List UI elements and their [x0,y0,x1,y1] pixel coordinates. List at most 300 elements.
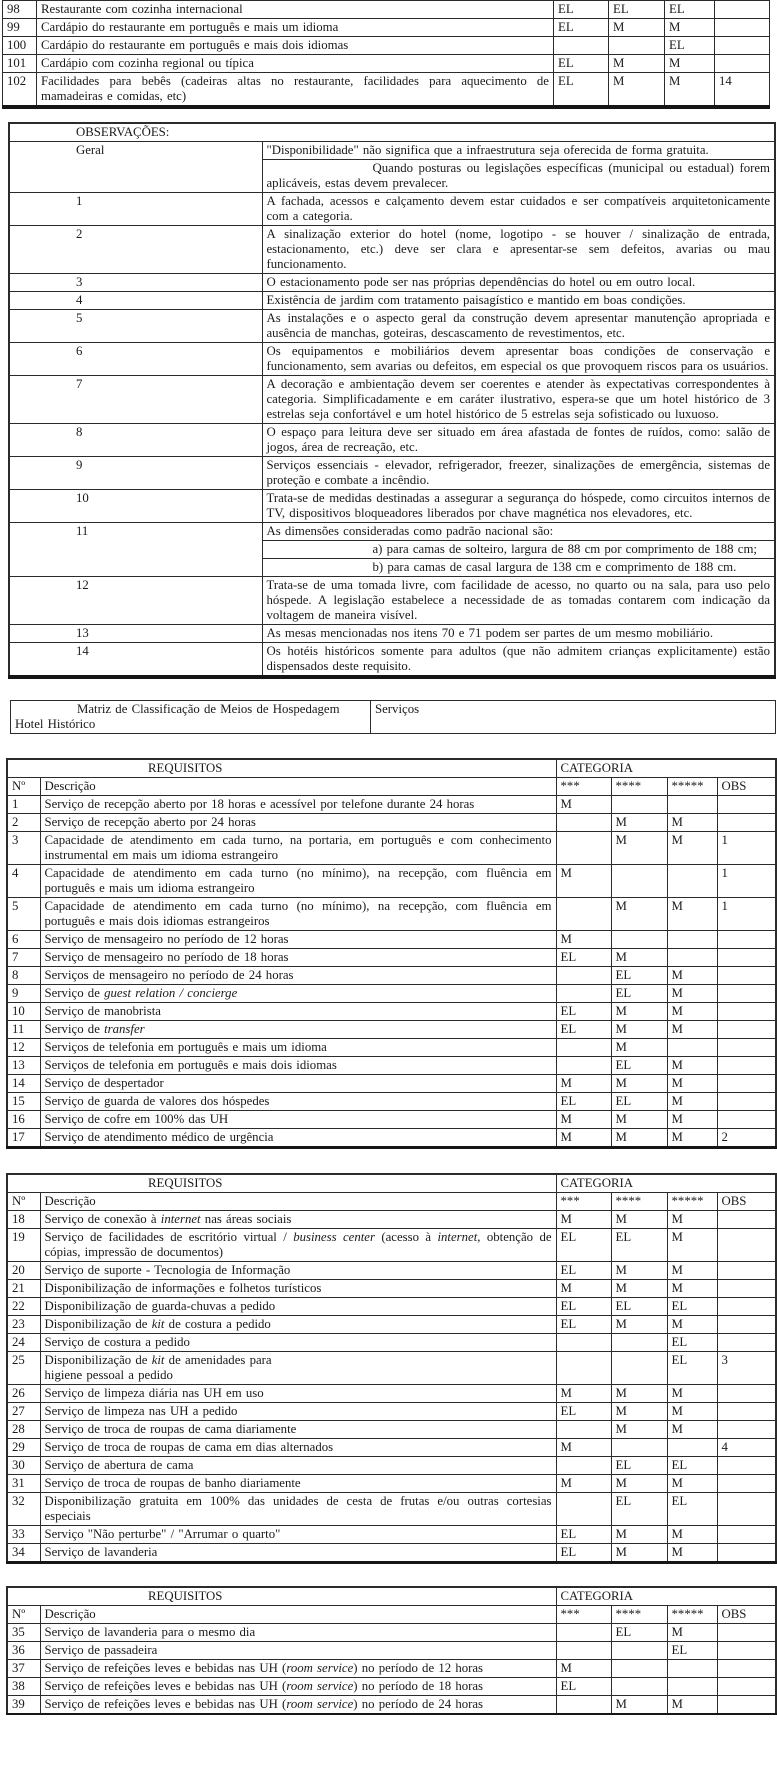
cell-num: 35 [7,1624,40,1642]
table-row [7,1385,776,1403]
table-row [7,1457,776,1475]
observation-label: 2 [9,226,262,274]
cell-obs [717,1316,776,1334]
cell-cat-3star: EL [556,1403,611,1421]
cell-cat-4star [611,1678,667,1696]
observation-paragraph: Os hotéis históricos somente para adultos (que não admitem crianças explicitamente) estão dispensados deste requisito. [266,644,771,673]
table-row [3,55,770,73]
table-row [7,1642,776,1660]
observation-text [262,577,775,625]
table-row [7,1316,776,1334]
requirements-table-header [7,759,776,796]
cell-obs [717,1111,776,1129]
cell-cat-4star: M [611,1280,667,1298]
table-row [7,949,776,967]
table-row [7,1475,776,1493]
observation-label: 8 [9,424,262,457]
cell-cat-5star: EL [665,37,715,55]
observation-label: 1 [9,193,262,226]
cell-obs: 1 [717,832,776,865]
table-row [7,1262,776,1280]
header-requisitos: REQUISITOS [7,1174,556,1193]
observation-row [9,577,775,625]
cell-descricao: Serviço de troca de roupas de cama em dias alternados [40,1439,556,1457]
cell-cat-4star: M [611,832,667,865]
observation-text [262,226,775,274]
cell-obs [717,1211,776,1229]
table-row [7,1544,776,1563]
cell-cat-5star: M [667,1316,717,1334]
requirements-table-header [7,1174,776,1211]
table-row [7,1421,776,1439]
cell-obs [717,1526,776,1544]
observation-paragraph: Serviços essenciais - elevador, refrigerador, freezer, sinalizações de emergência, sistemas de proteção e combate a incêndio. [266,458,771,487]
document-title-block [10,700,776,734]
cell-obs [715,19,770,37]
cell-cat-3star: M [556,796,611,814]
cell-cat-5star: EL [667,1457,717,1475]
observation-row [9,643,775,678]
cell-descricao: Serviço de refeições leves e bebidas nas UH (room service) no período de 12 horas [40,1660,556,1678]
cell-obs [717,1678,776,1696]
cell-cat-4star: M [611,1421,667,1439]
table-row [7,1439,776,1457]
observation-text [262,343,775,376]
cell-cat-3star: M [556,1211,611,1229]
cell-cat-3star: EL [556,1262,611,1280]
cell-num: 19 [7,1229,40,1262]
cell-cat-5star [667,865,717,898]
cell-cat-3star: EL [556,1678,611,1696]
cell-cat-5star: M [667,967,717,985]
cell-descricao: Serviço de conexão à internet nas áreas sociais [40,1211,556,1229]
cell-cat-3star [556,832,611,865]
cell-num: 26 [7,1385,40,1403]
cell-cat-5star: M [667,1624,717,1642]
table-row [7,1352,776,1385]
observation-text [262,142,775,193]
cell-cat-3star: EL [556,1003,611,1021]
cell-descricao: Disponibilização de kit de costura a pedido [40,1316,556,1334]
requirements-table-services-2 [6,1173,777,1564]
header-obs: OBS [717,1193,776,1211]
cell-num: 99 [3,19,37,37]
header-num: Nº [7,1606,40,1624]
cell-cat-3star: EL [556,1526,611,1544]
cell-num: 20 [7,1262,40,1280]
cell-descricao: Serviço "Não perturbe" / "Arrumar o quarto" [40,1526,556,1544]
cell-obs: 4 [717,1439,776,1457]
observation-text [262,193,775,226]
cell-cat-3star: EL [554,19,609,37]
cell-descricao: Serviço de cofre em 100% das UH [40,1111,556,1129]
cell-cat-5star: M [667,1075,717,1093]
cell-descricao: Serviço de suporte - Tecnologia de Informação [40,1262,556,1280]
observation-paragraph: Existência de jardim com tratamento paisagístico e mantido em boas condições. [266,293,686,307]
cell-cat-4star: M [611,1526,667,1544]
cell-num: 15 [7,1093,40,1111]
cell-descricao: Serviço de guest relation / concierge [40,985,556,1003]
cell-num: 36 [7,1642,40,1660]
cell-cat-5star [667,1439,717,1457]
observation-row [9,193,775,226]
table-row [7,985,776,1003]
cell-num: 2 [7,814,40,832]
header-4-star: **** [611,1606,667,1624]
cell-obs [717,1075,776,1093]
cell-num: 13 [7,1057,40,1075]
cell-cat-3star [556,1696,611,1715]
cell-cat-4star: M [611,1075,667,1093]
cell-cat-3star [556,814,611,832]
table-row [7,1403,776,1421]
observation-row [9,274,775,292]
header-categoria: CATEGORIA [556,759,776,778]
cell-cat-4star [611,1334,667,1352]
observation-text [262,457,775,490]
cell-cat-4star: M [611,1211,667,1229]
cell-obs [717,1642,776,1660]
cell-descricao: Restaurante com cozinha internacional [37,1,554,19]
cell-descricao: Serviço de recepção aberto por 24 horas [40,814,556,832]
observation-label: 12 [9,577,262,625]
cell-obs [715,1,770,19]
cell-descricao: Cardápio do restaurante em português e mais um idioma [37,19,554,37]
header-requisitos: REQUISITOS [7,1587,556,1606]
cell-cat-3star: EL [556,1316,611,1334]
cell-cat-5star: M [665,55,715,73]
cell-cat-5star: M [667,1544,717,1563]
cell-num: 21 [7,1280,40,1298]
cell-obs [717,1298,776,1316]
table-row [7,1493,776,1526]
cell-obs [717,1403,776,1421]
header-5-star: ***** [667,1193,717,1211]
observation-label: 3 [9,274,262,292]
header-descricao: Descrição [40,778,556,796]
cell-cat-4star: EL [611,967,667,985]
cell-num: 4 [7,865,40,898]
observation-row [9,457,775,490]
document-subtitle: Hotel Histórico [15,717,96,731]
cell-cat-3star [556,1457,611,1475]
header-5-star: ***** [667,778,717,796]
cell-num: 33 [7,1526,40,1544]
cell-obs [717,1334,776,1352]
observation-text [262,292,775,310]
cell-cat-4star: EL [611,1624,667,1642]
cell-num: 29 [7,1439,40,1457]
cell-cat-4star: M [611,898,667,931]
header-num: Nº [7,778,40,796]
cell-cat-5star: EL [665,1,715,19]
cell-descricao: Serviço de troca de roupas de banho diariamente [40,1475,556,1493]
cell-cat-3star: M [556,1129,611,1148]
cell-descricao: Serviço de manobrista [40,1003,556,1021]
observation-row [9,376,775,424]
header-descricao: Descrição [40,1193,556,1211]
observation-text [262,625,775,643]
document-title: Matriz de Classificação de Meios de Hospedagem [77,702,340,716]
cell-obs [717,796,776,814]
table-row [7,796,776,814]
observation-text [262,274,775,292]
cell-descricao: Serviço de lavanderia [40,1544,556,1563]
cell-descricao: Serviço de passadeira [40,1642,556,1660]
cell-cat-5star: EL [667,1493,717,1526]
cell-obs [717,1696,776,1715]
header-num: Nº [7,1193,40,1211]
cell-obs [717,1385,776,1403]
cell-descricao: Serviço de lavanderia para o mesmo dia [40,1624,556,1642]
cell-cat-4star: M [611,949,667,967]
cell-cat-5star: M [667,1385,717,1403]
cell-descricao: Disponibilização gratuita em 100% das unidades de cesta de frutas e/ou outras cortesias especiais [40,1493,556,1526]
header-categoria: CATEGORIA [556,1174,776,1193]
cell-num: 17 [7,1129,40,1148]
cell-cat-3star: EL [554,1,609,19]
cell-cat-4star: M [611,1403,667,1421]
cell-descricao: Disponibilização de guarda-chuvas a pedido [40,1298,556,1316]
cell-cat-3star: EL [556,1093,611,1111]
table-row [7,1211,776,1229]
cell-cat-4star: M [611,1316,667,1334]
cell-descricao: Serviço de abertura de cama [40,1457,556,1475]
observation-label: 13 [9,625,262,643]
cell-obs: 14 [715,73,770,108]
observation-text [262,490,775,523]
cell-cat-3star: EL [554,55,609,73]
cell-cat-4star: EL [611,1298,667,1316]
cell-cat-5star: EL [667,1334,717,1352]
cell-num: 101 [3,55,37,73]
observation-label: Geral [9,142,262,193]
table-row [7,865,776,898]
cell-descricao: Serviço de mensageiro no período de 12 horas [40,931,556,949]
observation-label: 4 [9,292,262,310]
cell-cat-3star: EL [556,1021,611,1039]
cell-cat-4star: EL [611,1457,667,1475]
cell-descricao: Serviço de limpeza diária nas UH em uso [40,1385,556,1403]
cell-descricao: Facilidades para bebês (cadeiras altas no restaurante, facilidades para aquecimento de mamadeiras e comidas, etc) [37,73,554,108]
cell-cat-3star: M [556,1439,611,1457]
cell-descricao: Serviços de telefonia em português e mais um idioma [40,1039,556,1057]
cell-cat-5star: M [667,1229,717,1262]
table-row [7,1280,776,1298]
table-row [7,931,776,949]
cell-num: 30 [7,1457,40,1475]
cell-cat-3star: M [556,1111,611,1129]
cell-cat-3star [556,1039,611,1057]
header-requisitos: REQUISITOS [7,759,556,778]
requirements-rows [7,1211,776,1563]
cell-num: 10 [7,1003,40,1021]
cell-num: 98 [3,1,37,19]
header-5-star: ***** [667,1606,717,1624]
cell-cat-4star: M [611,814,667,832]
table-row [7,1003,776,1021]
table-row [7,1526,776,1544]
cell-cat-5star: M [667,1111,717,1129]
cell-num: 7 [7,949,40,967]
cell-descricao: Serviço de despertador [40,1075,556,1093]
cell-num: 11 [7,1021,40,1039]
cell-cat-4star [611,865,667,898]
cell-cat-3star: M [556,1660,611,1678]
cell-cat-5star: M [667,1057,717,1075]
cell-num: 25 [7,1352,40,1385]
cell-obs [717,1475,776,1493]
observation-paragraph: Quando posturas ou legislações específicas (municipal ou estadual) forem aplicáveis, estas devem prevalecer. [263,159,775,192]
header-descricao: Descrição [40,1606,556,1624]
observation-paragraph: As mesas mencionadas nos itens 70 e 71 podem ser partes de um mesmo mobiliário. [266,626,714,640]
cell-cat-5star: M [667,1475,717,1493]
cell-descricao: Serviço de refeições leves e bebidas nas UH (room service) no período de 18 horas [40,1678,556,1696]
observation-paragraph: "Disponibilidade" não significa que a infraestrutura seja oferecida de forma gratuita. [266,143,709,157]
table-row [7,1298,776,1316]
cell-num: 100 [3,37,37,55]
cell-num: 1 [7,796,40,814]
observations-items [9,142,775,678]
cell-obs [717,931,776,949]
table-row [7,1129,776,1148]
cell-obs [717,1280,776,1298]
cell-cat-3star: EL [556,1298,611,1316]
cell-cat-4star: M [611,1003,667,1021]
cell-cat-5star: M [667,1696,717,1715]
cell-obs [717,1421,776,1439]
cell-num: 34 [7,1544,40,1563]
cell-cat-4star: M [611,1385,667,1403]
cell-num: 9 [7,985,40,1003]
cell-cat-3star: EL [554,73,609,108]
cell-descricao: Serviço de troca de roupas de cama diariamente [40,1421,556,1439]
cell-num: 102 [3,73,37,108]
observation-paragraph: b) para camas de casal largura de 138 cm e comprimento de 188 cm. [263,558,775,576]
cell-num: 38 [7,1678,40,1696]
cell-cat-3star [556,1493,611,1526]
cell-descricao: Serviço de recepção aberto por 18 horas e acessível por telefone durante 24 horas [40,796,556,814]
cell-num: 28 [7,1421,40,1439]
requirements-rows [7,1624,776,1715]
cell-num: 32 [7,1493,40,1526]
cell-descricao: Capacidade de atendimento em cada turno (no mínimo), na recepção, com fluência em português e mais um idioma estrangeiro [40,865,556,898]
cell-cat-4star: M [609,19,665,37]
observation-row [9,310,775,343]
cell-cat-5star: EL [667,1642,717,1660]
cell-num: 23 [7,1316,40,1334]
cell-obs [717,1057,776,1075]
cell-cat-4star: EL [611,1093,667,1111]
cell-cat-5star: M [665,19,715,37]
cell-cat-5star [667,931,717,949]
cell-cat-5star [667,949,717,967]
cell-cat-5star: EL [667,1352,717,1385]
cell-cat-4star: M [611,1544,667,1563]
observation-paragraph: As instalações e o aspecto geral da construção devem apresentar manutenção apropriada e ausência de manchas, goteiras, descascamento de revestimentos, etc. [266,311,771,340]
cell-descricao: Serviço de mensageiro no período de 18 horas [40,949,556,967]
cell-obs [717,967,776,985]
cell-cat-3star [556,1421,611,1439]
observation-text [262,424,775,457]
observation-label: 9 [9,457,262,490]
cell-cat-3star [556,1352,611,1385]
cell-cat-5star: M [667,1421,717,1439]
cell-obs [715,37,770,55]
cell-cat-3star [556,898,611,931]
table-row [7,1660,776,1678]
cell-obs [717,1660,776,1678]
observation-paragraph: a) para camas de solteiro, largura de 88 cm por comprimento de 188 cm; [263,540,775,558]
observation-row [9,523,775,577]
table-row [7,814,776,832]
cell-descricao: Serviços de mensageiro no período de 24 horas [40,967,556,985]
cell-cat-4star: EL [611,1057,667,1075]
table-row [7,1093,776,1111]
header-obs: OBS [717,1606,776,1624]
observation-label: 14 [9,643,262,678]
cell-cat-4star: EL [609,1,665,19]
cell-obs [717,1003,776,1021]
cell-cat-5star [667,1039,717,1057]
cell-cat-4star: EL [611,1229,667,1262]
cell-cat-3star [556,1642,611,1660]
cell-cat-4star: M [611,1021,667,1039]
table-row [7,1229,776,1262]
cell-descricao: Disponibilização de informações e folhetos turísticos [40,1280,556,1298]
cell-num: 37 [7,1660,40,1678]
cell-num: 12 [7,1039,40,1057]
cell-cat-4star [611,1439,667,1457]
cell-cat-4star [611,796,667,814]
cell-obs [717,1624,776,1642]
table-row [7,1039,776,1057]
table-row [3,19,770,37]
requirements-table-services-1 [6,758,777,1149]
table-row [7,1075,776,1093]
cell-descricao: Serviço de facilidades de escritório virtual / business center (acesso à internet, obtenção de cópias, impressão de documentos) [40,1229,556,1262]
cell-cat-3star: EL [556,1229,611,1262]
cell-descricao: Serviços de telefonia em português e mais dois idiomas [40,1057,556,1075]
cell-cat-4star: M [611,1129,667,1148]
observation-row [9,490,775,523]
table-row [3,1,770,19]
observation-row [9,424,775,457]
cell-cat-5star [667,796,717,814]
cell-descricao: Serviço de costura a pedido [40,1334,556,1352]
cell-num: 3 [7,832,40,865]
observation-label: 11 [9,523,262,577]
cell-num: 14 [7,1075,40,1093]
cell-descricao: Serviço de limpeza nas UH a pedido [40,1403,556,1421]
cell-cat-4star [611,1352,667,1385]
cell-cat-3star: EL [556,1544,611,1563]
cell-num: 27 [7,1403,40,1421]
cell-cat-4star [611,1660,667,1678]
cell-descricao: Cardápio do restaurante em português e mais dois idiomas [37,37,554,55]
header-3-star: *** [556,1606,611,1624]
header-4-star: **** [611,1193,667,1211]
cell-descricao: Serviço de refeições leves e bebidas nas UH (room service) no período de 24 horas [40,1696,556,1715]
cell-cat-4star [611,1642,667,1660]
observation-paragraph: Trata-se de uma tomada livre, com facilidade de acesso, no quarto ou na sala, para uso pelo hóspede. A legislação estabelece a necessidade de as tomadas contarem com indicação da voltagem de maneira visível. [266,578,771,622]
cell-cat-4star [609,37,665,55]
cell-descricao: Cardápio com cozinha regional ou típica [37,55,554,73]
observation-paragraph: A sinalização exterior do hotel (nome, logotipo - se houver / sinalização de entrada, estacionamento, etc.) deve ser clara e apresentar-se sem defeitos, avarias ou mau funcionamento. [266,227,771,271]
cell-obs: 2 [717,1129,776,1148]
table-row [7,967,776,985]
observation-paragraph: O estacionamento pode ser nas próprias dependências do hotel ou em outro local. [266,275,696,289]
